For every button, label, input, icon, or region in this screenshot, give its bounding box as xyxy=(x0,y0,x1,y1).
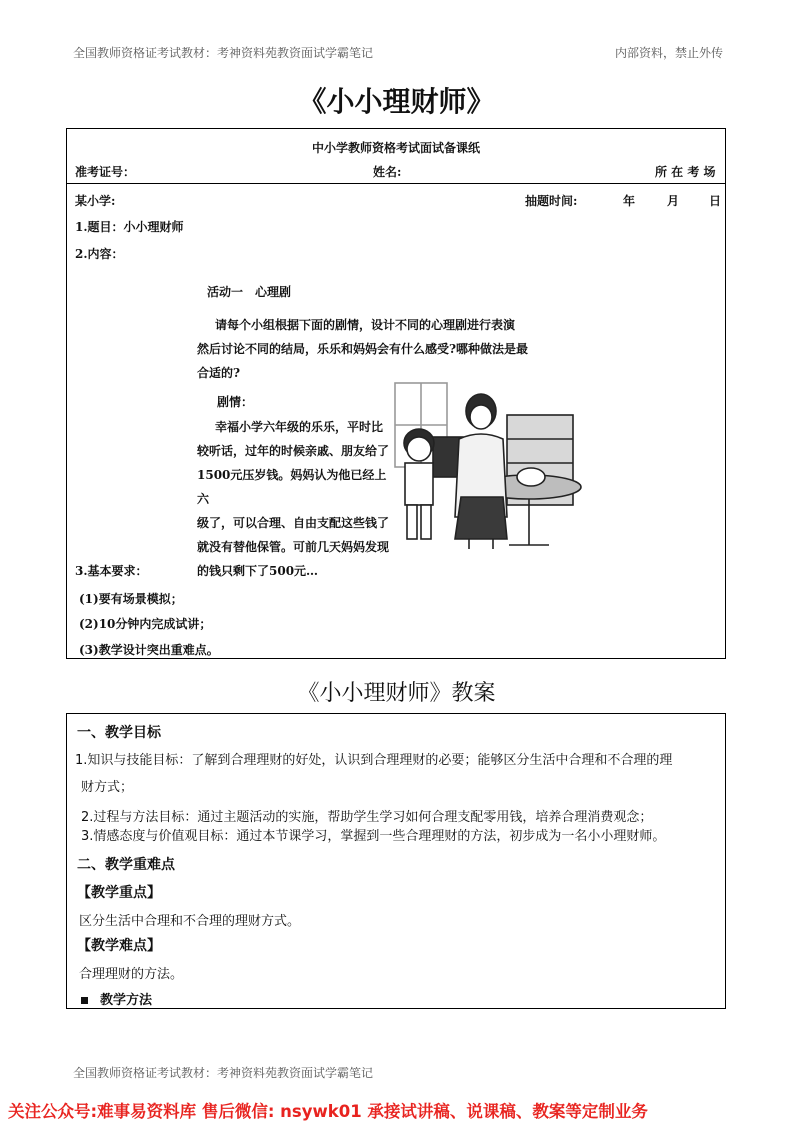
intro-line: 然后讨论不同的结局，乐乐和妈妈会有什么感受?哪种做法是最 xyxy=(197,342,529,356)
key-point-text: 区分生活中合理和不合理的理财方式。 xyxy=(79,914,301,929)
page-title: 《小小理财师》 xyxy=(298,85,495,118)
form-subtitle: 中小学教师资格考试面试备课纸 xyxy=(311,141,480,155)
plot-line: 幸福小学六年级的乐乐，平时比 xyxy=(215,420,384,434)
key-point-label: 【教学重点】 xyxy=(77,885,161,901)
plot-line: 的钱只剩下了500元… xyxy=(197,564,319,578)
key-heading: 二、教学重难点 xyxy=(77,857,175,873)
goals-heading: 一、教学目标 xyxy=(77,725,161,741)
activity-title: 活动一 心理剧 xyxy=(207,285,292,299)
header-left-text: 全国教师资格证考试教材：考神资料苑教资面试学霸笔记 xyxy=(73,46,374,60)
activity-intro xyxy=(197,313,528,385)
goal-1-line-2: 财方式； xyxy=(81,780,134,795)
goal-3: 3.情感态度与价值观目标：通过本节课学习，掌握到一些合理理财的方法，初步成为一名小小理财师。 xyxy=(81,829,666,844)
form-divider xyxy=(67,183,725,184)
plot-line: 1500元压岁钱。妈妈认为他已经上六 xyxy=(197,468,387,506)
lesson-plan-title: 《小小理财师》教案 xyxy=(297,681,496,706)
name-label: 姓名: xyxy=(373,165,402,179)
footer-text: 全国教师资格证考试教材：考神资料苑教资面试学霸笔记 xyxy=(73,1066,374,1080)
header-right-text: 内部资料，禁止外传 xyxy=(614,46,723,60)
difficulty-text: 合理理财的方法。 xyxy=(79,967,184,982)
mother-and-child-illustration xyxy=(389,377,585,551)
goal-2: 2.过程与方法目标：通过主题活动的实施，帮助学生学习如何合理支配零用钱，培养合理消费观念； xyxy=(81,810,653,825)
month-label: 月 xyxy=(667,194,680,208)
requirement-item: (3)教学设计突出重难点。 xyxy=(79,643,219,657)
plot-line: 就没有替他保管。可前几天妈妈发现 xyxy=(197,540,389,554)
intro-line: 请每个小组根据下面的剧情，设计不同的心理剧进行表演 xyxy=(215,318,516,332)
topic-text: 1.题目：小小理财师 xyxy=(75,220,184,234)
requirements-label: 3.基本要求： xyxy=(75,564,148,578)
plot-line: 级了，可以合理、自由支配这些钱了 xyxy=(197,516,389,530)
lesson-plan-box xyxy=(66,713,726,1009)
methods-heading: 教学方法 xyxy=(100,993,153,1008)
goal-1-line-1: 1.知识与技能目标：了解到合理理财的好处，认识到合理理财的必要；能够区分生活中合理和不合理的理 xyxy=(75,753,673,768)
requirement-item: (2)10分钟内完成试讲； xyxy=(79,617,212,631)
difficulty-label: 【教学难点】 xyxy=(77,938,161,954)
exam-no-label: 准考证号： xyxy=(75,165,136,179)
year-label: 年 xyxy=(623,194,636,208)
content-label: 2.内容： xyxy=(75,247,124,261)
promo-banner: 关注公众号:难事易资料库 售后微信: nsywk01 承接试讲稿、说课稿、教案等定制业务 xyxy=(8,1102,648,1121)
draw-time-label: 抽题时间: xyxy=(525,194,578,208)
lesson-prep-form xyxy=(66,128,726,659)
plot-line: 较听话，过年的时候亲戚、朋友给了 xyxy=(197,444,389,458)
school-label: 某小学: xyxy=(75,194,116,208)
plot-text xyxy=(197,415,389,583)
intro-line: 合适的? xyxy=(197,366,241,380)
venue-label: 所 在 考 场 xyxy=(655,165,716,179)
requirement-item: (1)要有场景模拟； xyxy=(79,592,183,606)
day-label: 日 xyxy=(709,194,722,208)
methods-row xyxy=(81,989,152,1008)
plot-label: 剧情： xyxy=(217,395,254,409)
bullet-square-icon xyxy=(81,997,88,1004)
